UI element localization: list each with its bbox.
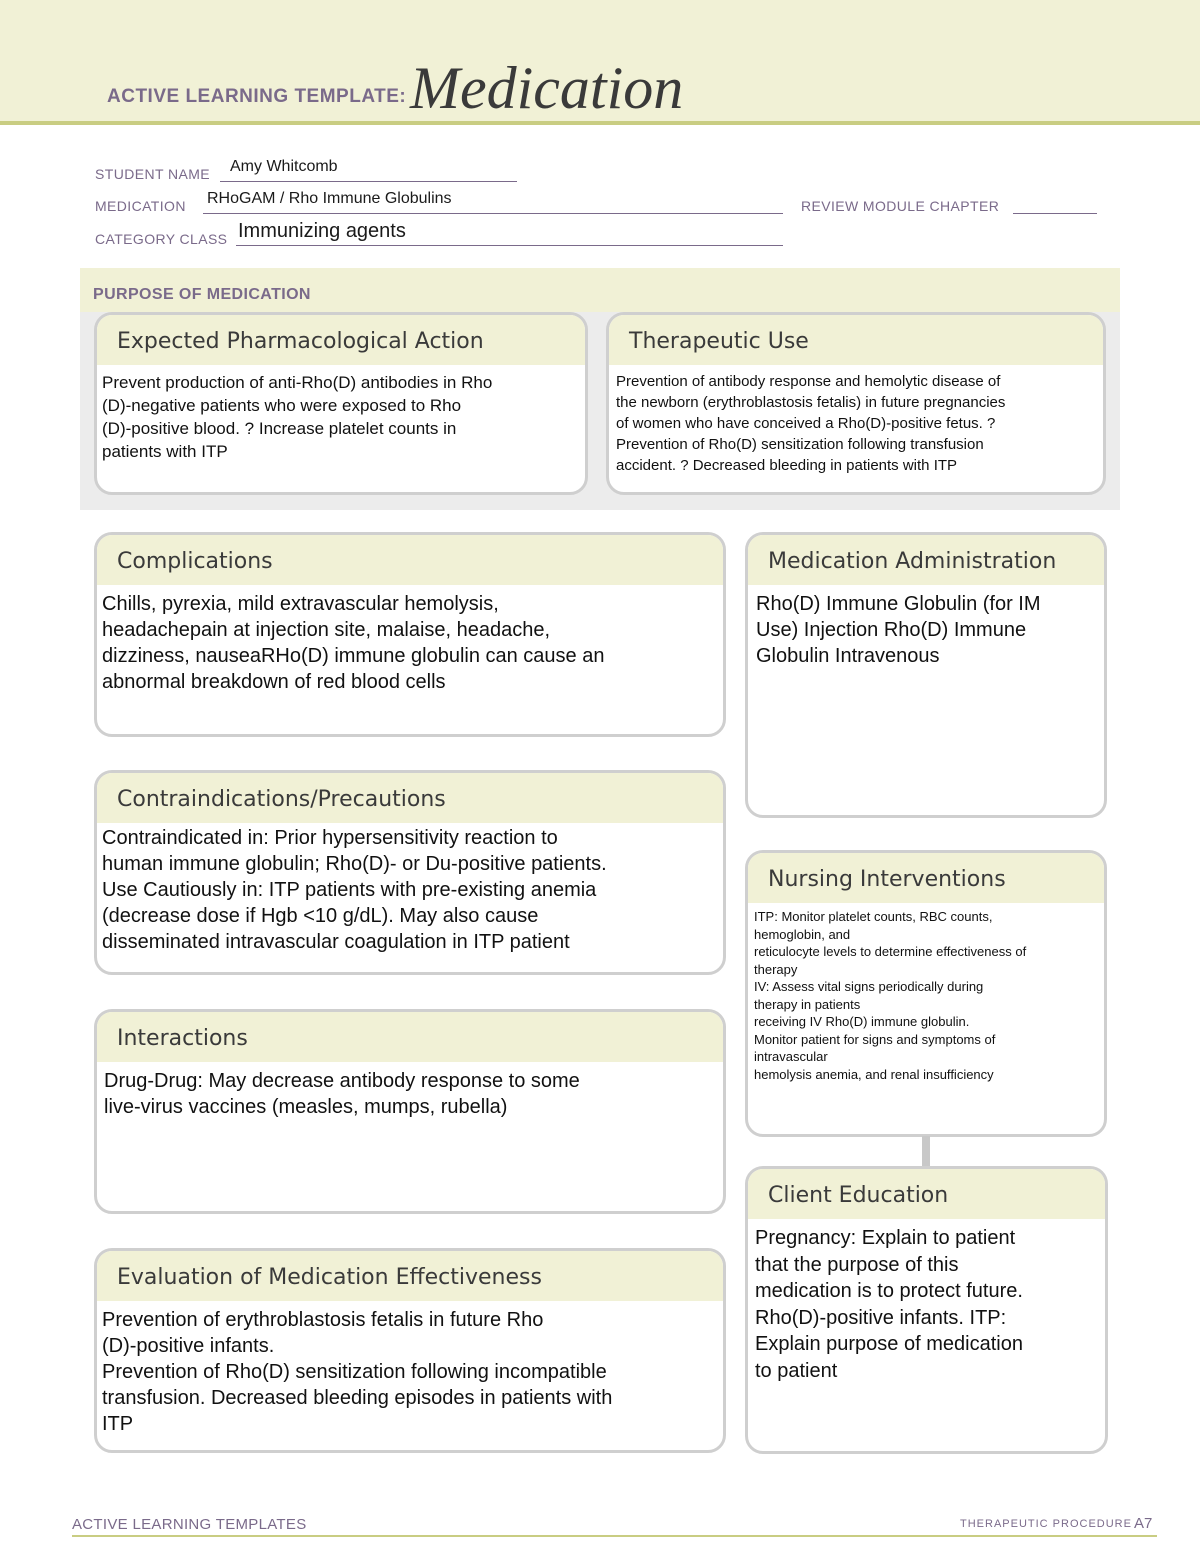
- page-title: Medication: [410, 55, 684, 121]
- page-number: A7: [1134, 1515, 1153, 1532]
- footer-rule: [72, 1535, 1157, 1537]
- review-module-line: [1013, 213, 1097, 214]
- expected-action-title: Expected Pharmacological Action: [97, 315, 585, 365]
- category-class-field[interactable]: Immunizing agents: [238, 220, 406, 242]
- evaluation-title: Evaluation of Medication Effectiveness: [97, 1251, 723, 1301]
- evaluation-text[interactable]: Prevention of erythroblastosis fetalis in future Rho (D)-positive infants. Prevention of Rho(D) sensitization following incompatible transfusion. Decreased bleeding episodes in patients with ITP: [102, 1309, 613, 1435]
- footer-right-label: THERAPEUTIC PROCEDURE: [960, 1518, 1132, 1530]
- student-name-field[interactable]: Amy Whitcomb: [230, 158, 338, 175]
- interactions-box: [94, 1009, 726, 1214]
- nursing-interventions-box: [745, 850, 1107, 1137]
- client-education-title: Client Education: [748, 1169, 1105, 1219]
- medication-field[interactable]: RHoGAM / Rho Immune Globulins: [207, 190, 452, 207]
- evaluation-box: [94, 1248, 726, 1453]
- nursing-interventions-text[interactable]: ITP: Monitor platelet counts, RBC counts, hemoglobin, and reticulocyte levels to determine effectiveness of therapy IV: Assess vital signs periodically during therapy in patients receiving IV Rho(D) immune globulin. Monitor patient for signs and symptoms of intravascular hemolysis anemia, and renal insufficiency: [754, 909, 1027, 1082]
- interactions-title: Interactions: [97, 1012, 723, 1062]
- box-connector: [922, 1136, 930, 1166]
- contraindications-text[interactable]: Contraindicated in: Prior hypersensitivity reaction to human immune globulin; Rho(D)- or Du-positive patients. Use Cautiously in: ITP patients with pre-existing anemia (decrease dose if Hgb <10 g/dL). May also cause disseminated intravascular coagulation in ITP patient: [102, 827, 607, 953]
- medication-label: MEDICATION: [95, 198, 186, 214]
- expected-action-box: [94, 312, 588, 495]
- contraindications-box: [94, 770, 726, 975]
- complications-box: [94, 532, 726, 737]
- review-module-label: REVIEW MODULE CHAPTER: [801, 198, 1000, 214]
- therapeutic-use-box: [606, 312, 1106, 495]
- complications-title: Complications: [97, 535, 723, 585]
- medication-line: [203, 213, 783, 214]
- administration-title: Medication Administration: [748, 535, 1104, 585]
- interactions-text[interactable]: Drug-Drug: May decrease antibody response to some live-virus vaccines (measles, mumps, rubella): [104, 1070, 580, 1118]
- category-class-line: [236, 245, 783, 246]
- footer-left-label: ACTIVE LEARNING TEMPLATES: [72, 1516, 307, 1533]
- administration-text[interactable]: Rho(D) Immune Globulin (for IM Use) Injection Rho(D) Immune Globulin Intravenous: [756, 593, 1041, 667]
- student-name-line: [220, 181, 517, 182]
- student-name-label: STUDENT NAME: [95, 166, 210, 182]
- therapeutic-use-title: Therapeutic Use: [609, 315, 1103, 365]
- nursing-interventions-title: Nursing Interventions: [748, 853, 1104, 903]
- complications-text[interactable]: Chills, pyrexia, mild extravascular hemolysis, headachepain at injection site, malaise, headache, dizziness, nauseaRHo(D) immune globulin can cause an abnormal breakdown of red blood cells: [102, 593, 605, 693]
- category-class-label: CATEGORY CLASS: [95, 231, 228, 247]
- contraindications-title: Contraindications/Precautions: [97, 773, 723, 823]
- purpose-label: PURPOSE OF MEDICATION: [93, 286, 311, 303]
- client-education-box: [745, 1166, 1108, 1454]
- template-label: ACTIVE LEARNING TEMPLATE:: [107, 86, 407, 107]
- administration-box: [745, 532, 1107, 818]
- therapeutic-use-text[interactable]: Prevention of antibody response and hemolytic disease of the newborn (erythroblastosis fetalis) in future pregnancies of women who have conceived a Rho(D)-positive fetus. ? Prevention of Rho(D) sensitization following transfusion accident. ? Decreased bleeding in patients with ITP: [616, 373, 1006, 474]
- client-education-text[interactable]: Pregnancy: Explain to patient that the purpose of this medication is to protect future. Rho(D)-positive infants. ITP: Explain purpose of medication to patient: [755, 1227, 1023, 1382]
- expected-action-text[interactable]: Prevent production of anti-Rho(D) antibodies in Rho (D)-negative patients who were exposed to Rho (D)-positive blood. ? Increase platelet counts in patients with ITP: [102, 373, 493, 461]
